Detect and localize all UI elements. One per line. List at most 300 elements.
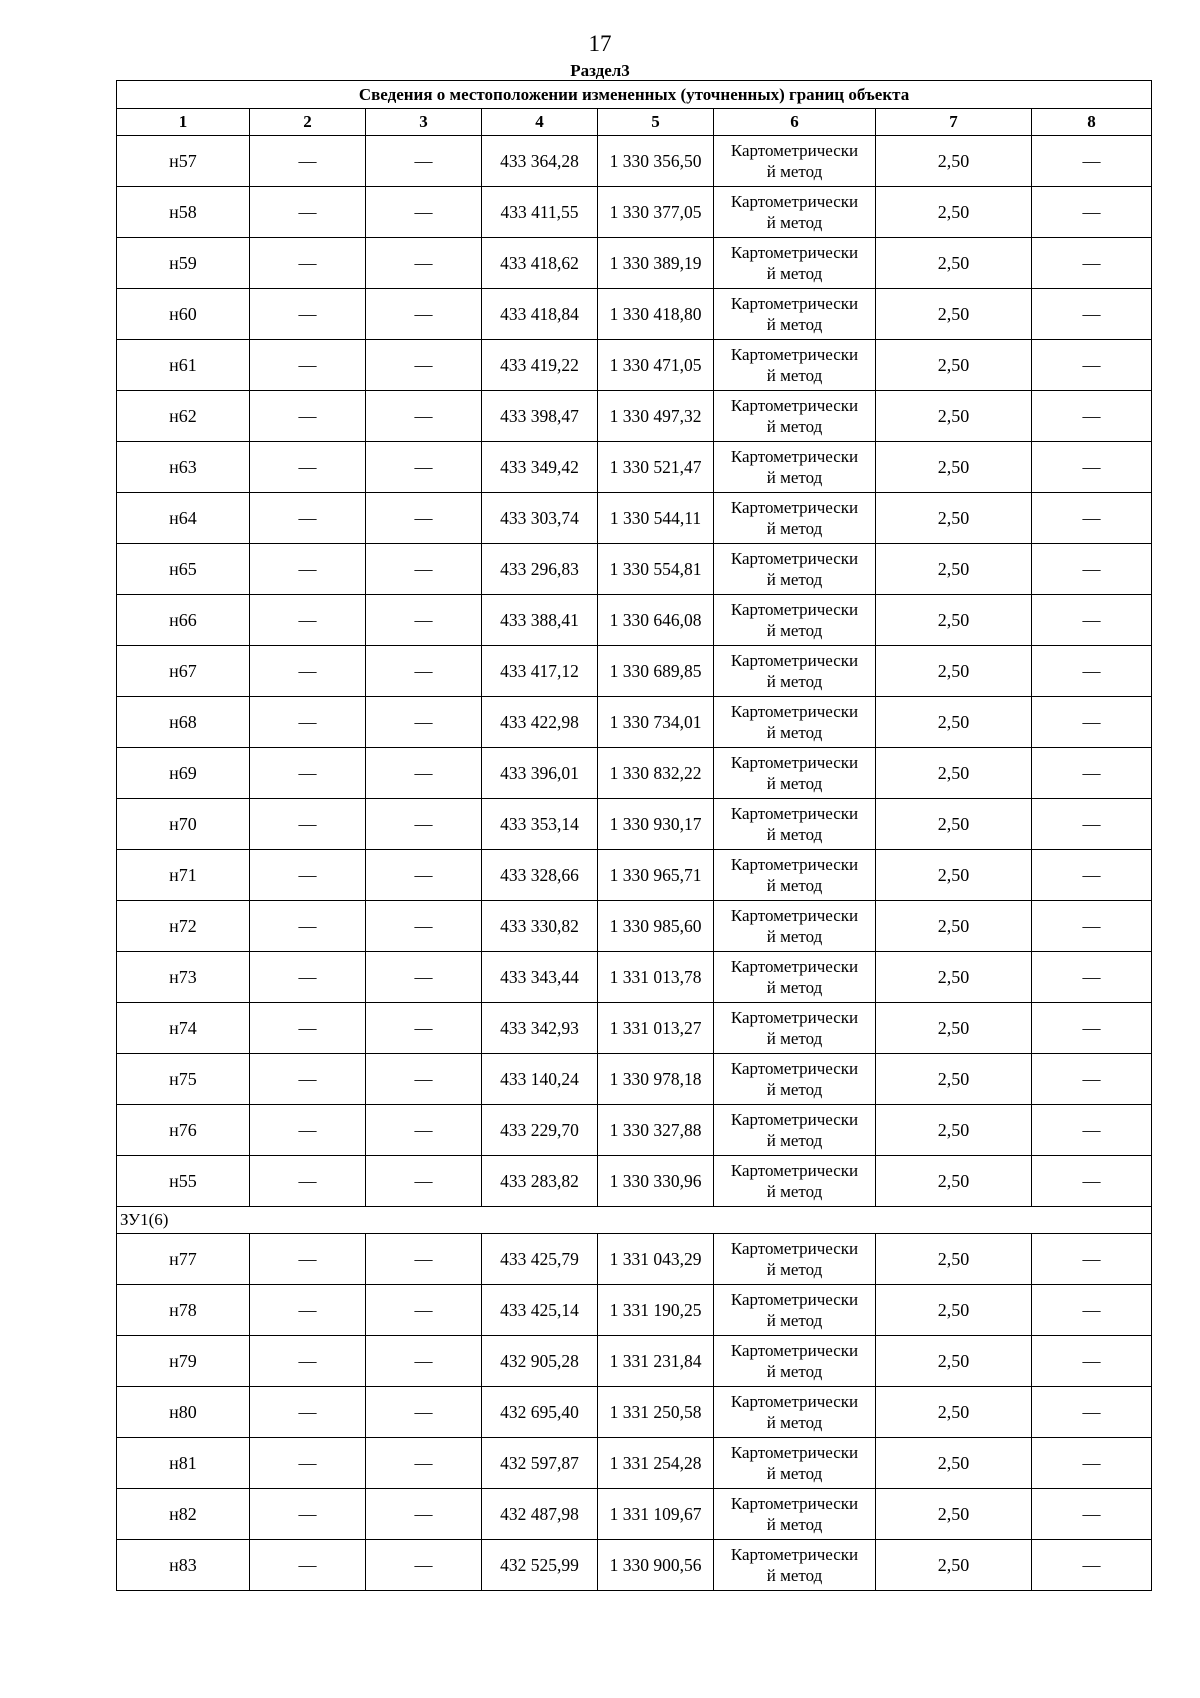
y-coordinate-cell: 1 330 646,08 <box>598 595 714 646</box>
x-coordinate-cell: 433 418,62 <box>482 238 598 289</box>
column-3-cell: — <box>366 1489 482 1540</box>
column-3-cell: — <box>366 391 482 442</box>
x-coordinate-cell: 433 425,79 <box>482 1234 598 1285</box>
column-2-cell: — <box>250 289 366 340</box>
table-row <box>117 901 1152 952</box>
method-text-line-1: Картометрически <box>730 1392 859 1411</box>
method-text-line-1: Картометрически <box>730 345 859 364</box>
column-2-cell: — <box>250 1489 366 1540</box>
method-cell <box>714 544 876 595</box>
point-cell: н62 <box>117 391 250 442</box>
column-3-cell: — <box>366 901 482 952</box>
method-text-line-2: й метод <box>766 366 823 385</box>
column-2-cell: — <box>250 544 366 595</box>
method-text-line-2: й метод <box>766 978 823 997</box>
x-coordinate-cell: 433 353,14 <box>482 799 598 850</box>
column-8-cell: — <box>1032 238 1152 289</box>
point-cell: н64 <box>117 493 250 544</box>
method-text-line-2: й метод <box>766 1131 823 1150</box>
accuracy-cell: 2,50 <box>876 544 1032 595</box>
method-cell <box>714 238 876 289</box>
method-text-line-2: й метод <box>766 1413 823 1432</box>
method-text-line-1: Картометрически <box>730 396 859 415</box>
y-coordinate-cell: 1 331 254,28 <box>598 1438 714 1489</box>
y-coordinate-cell: 1 331 231,84 <box>598 1336 714 1387</box>
point-cell: н59 <box>117 238 250 289</box>
accuracy-cell: 2,50 <box>876 952 1032 1003</box>
method-cell <box>714 340 876 391</box>
column-8-cell: — <box>1032 697 1152 748</box>
x-coordinate-cell: 433 411,55 <box>482 187 598 238</box>
method-text-line-1: Картометрически <box>730 294 859 313</box>
accuracy-cell: 2,50 <box>876 799 1032 850</box>
accuracy-cell: 2,50 <box>876 1003 1032 1054</box>
point-cell: н76 <box>117 1105 250 1156</box>
column-3-cell: — <box>366 1387 482 1438</box>
table-row <box>117 493 1152 544</box>
x-coordinate-cell: 433 396,01 <box>482 748 598 799</box>
column-number-cell: 2 <box>250 109 366 136</box>
column-8-cell: — <box>1032 1234 1152 1285</box>
point-cell: н81 <box>117 1438 250 1489</box>
column-2-cell: — <box>250 391 366 442</box>
column-8-cell: — <box>1032 1540 1152 1591</box>
accuracy-cell: 2,50 <box>876 1489 1032 1540</box>
method-text-line-2: й метод <box>766 876 823 895</box>
method-text-line-2: й метод <box>766 264 823 283</box>
method-text-line-1: Картометрически <box>730 855 859 874</box>
column-8-cell: — <box>1032 1054 1152 1105</box>
accuracy-cell: 2,50 <box>876 697 1032 748</box>
method-text-line-1: Картометрически <box>730 1341 859 1360</box>
y-coordinate-cell: 1 330 497,32 <box>598 391 714 442</box>
column-3-cell: — <box>366 1438 482 1489</box>
x-coordinate-cell: 432 695,40 <box>482 1387 598 1438</box>
column-8-cell: — <box>1032 544 1152 595</box>
x-coordinate-cell: 433 418,84 <box>482 289 598 340</box>
column-3-cell: — <box>366 493 482 544</box>
x-coordinate-cell: 433 398,47 <box>482 391 598 442</box>
accuracy-cell: 2,50 <box>876 646 1032 697</box>
group-label-row <box>117 1207 1152 1234</box>
y-coordinate-cell: 1 331 013,78 <box>598 952 714 1003</box>
accuracy-cell: 2,50 <box>876 1387 1032 1438</box>
method-cell <box>714 595 876 646</box>
point-cell: н77 <box>117 1234 250 1285</box>
x-coordinate-cell: 433 342,93 <box>482 1003 598 1054</box>
y-coordinate-cell: 1 330 900,56 <box>598 1540 714 1591</box>
accuracy-cell: 2,50 <box>876 850 1032 901</box>
method-cell <box>714 1054 876 1105</box>
section-title: Раздел3 <box>570 61 630 80</box>
x-coordinate-cell: 432 525,99 <box>482 1540 598 1591</box>
column-3-cell: — <box>366 1105 482 1156</box>
method-cell <box>714 136 876 187</box>
column-3-cell: — <box>366 850 482 901</box>
method-text-line-1: Картометрически <box>730 957 859 976</box>
method-cell <box>714 697 876 748</box>
accuracy-cell: 2,50 <box>876 136 1032 187</box>
table-row <box>117 748 1152 799</box>
accuracy-cell: 2,50 <box>876 1054 1032 1105</box>
method-text-line-1: Картометрически <box>730 702 859 721</box>
method-cell <box>714 1285 876 1336</box>
method-text-line-1: Картометрически <box>730 243 859 262</box>
column-3-cell: — <box>366 1054 482 1105</box>
accuracy-cell: 2,50 <box>876 748 1032 799</box>
method-text-line-2: й метод <box>766 570 823 589</box>
column-3-cell: — <box>366 952 482 1003</box>
column-8-cell: — <box>1032 493 1152 544</box>
column-3-cell: — <box>366 136 482 187</box>
accuracy-cell: 2,50 <box>876 442 1032 493</box>
method-cell <box>714 901 876 952</box>
column-3-cell: — <box>366 1234 482 1285</box>
column-number-cell: 4 <box>482 109 598 136</box>
table-row <box>117 1003 1152 1054</box>
method-cell <box>714 646 876 697</box>
method-text-line-2: й метод <box>766 672 823 691</box>
table-row <box>117 391 1152 442</box>
method-text-line-1: Картометрически <box>730 192 859 211</box>
column-2-cell: — <box>250 1003 366 1054</box>
accuracy-cell: 2,50 <box>876 1438 1032 1489</box>
accuracy-cell: 2,50 <box>876 1285 1032 1336</box>
accuracy-cell: 2,50 <box>876 1540 1032 1591</box>
method-text-line-2: й метод <box>766 1464 823 1483</box>
method-text-line-2: й метод <box>766 1080 823 1099</box>
column-8-cell: — <box>1032 1489 1152 1540</box>
column-2-cell: — <box>250 952 366 1003</box>
table-row <box>117 1285 1152 1336</box>
column-8-cell: — <box>1032 136 1152 187</box>
table-row <box>117 1540 1152 1591</box>
group-label: ЗУ1(6) <box>117 1207 1152 1234</box>
method-text-line-1: Картометрически <box>730 1239 859 1258</box>
method-cell <box>714 1156 876 1207</box>
table-row <box>117 1387 1152 1438</box>
column-8-cell: — <box>1032 850 1152 901</box>
point-cell: н66 <box>117 595 250 646</box>
method-cell <box>714 442 876 493</box>
y-coordinate-cell: 1 331 013,27 <box>598 1003 714 1054</box>
method-text-line-1: Картометрически <box>730 1059 859 1078</box>
method-text-line-1: Картометрически <box>730 1443 859 1462</box>
column-number-cell: 6 <box>714 109 876 136</box>
method-text-line-1: Картометрически <box>730 141 859 160</box>
column-2-cell: — <box>250 340 366 391</box>
column-8-cell: — <box>1032 1438 1152 1489</box>
column-number-cell: 3 <box>366 109 482 136</box>
method-cell <box>714 391 876 442</box>
column-2-cell: — <box>250 493 366 544</box>
y-coordinate-cell: 1 330 734,01 <box>598 697 714 748</box>
x-coordinate-cell: 433 283,82 <box>482 1156 598 1207</box>
table-row <box>117 646 1152 697</box>
accuracy-cell: 2,50 <box>876 391 1032 442</box>
column-2-cell: — <box>250 1054 366 1105</box>
column-8-cell: — <box>1032 187 1152 238</box>
column-3-cell: — <box>366 1003 482 1054</box>
method-text-line-1: Картометрически <box>730 753 859 772</box>
method-text-line-1: Картометрически <box>730 1545 859 1564</box>
column-8-cell: — <box>1032 952 1152 1003</box>
column-2-cell: — <box>250 1234 366 1285</box>
method-cell <box>714 1336 876 1387</box>
column-3-cell: — <box>366 442 482 493</box>
method-cell <box>714 748 876 799</box>
point-cell: н83 <box>117 1540 250 1591</box>
point-cell: н55 <box>117 1156 250 1207</box>
method-cell <box>714 1003 876 1054</box>
y-coordinate-cell: 1 330 327,88 <box>598 1105 714 1156</box>
column-3-cell: — <box>366 1156 482 1207</box>
accuracy-cell: 2,50 <box>876 340 1032 391</box>
method-cell <box>714 187 876 238</box>
accuracy-cell: 2,50 <box>876 289 1032 340</box>
accuracy-cell: 2,50 <box>876 238 1032 289</box>
column-8-cell: — <box>1032 646 1152 697</box>
accuracy-cell: 2,50 <box>876 901 1032 952</box>
table-row <box>117 595 1152 646</box>
y-coordinate-cell: 1 330 330,96 <box>598 1156 714 1207</box>
table-row <box>117 1234 1152 1285</box>
coordinates-table <box>116 80 1152 1591</box>
column-3-cell: — <box>366 1285 482 1336</box>
method-text-line-2: й метод <box>766 1566 823 1585</box>
column-2-cell: — <box>250 1540 366 1591</box>
method-text-line-2: й метод <box>766 774 823 793</box>
method-cell <box>714 850 876 901</box>
column-number-cell: 8 <box>1032 109 1152 136</box>
x-coordinate-cell: 433 388,41 <box>482 595 598 646</box>
point-cell: н70 <box>117 799 250 850</box>
method-cell <box>714 799 876 850</box>
point-cell: н58 <box>117 187 250 238</box>
column-3-cell: — <box>366 544 482 595</box>
x-coordinate-cell: 433 330,82 <box>482 901 598 952</box>
accuracy-cell: 2,50 <box>876 1105 1032 1156</box>
column-2-cell: — <box>250 136 366 187</box>
method-cell <box>714 1105 876 1156</box>
method-text-line-2: й метод <box>766 162 823 181</box>
x-coordinate-cell: 433 296,83 <box>482 544 598 595</box>
y-coordinate-cell: 1 331 190,25 <box>598 1285 714 1336</box>
table-row <box>117 238 1152 289</box>
point-cell: н72 <box>117 901 250 952</box>
method-text-line-1: Картометрически <box>730 549 859 568</box>
column-8-cell: — <box>1032 901 1152 952</box>
column-3-cell: — <box>366 748 482 799</box>
accuracy-cell: 2,50 <box>876 1156 1032 1207</box>
point-cell: н61 <box>117 340 250 391</box>
point-cell: н68 <box>117 697 250 748</box>
column-2-cell: — <box>250 238 366 289</box>
y-coordinate-cell: 1 330 544,11 <box>598 493 714 544</box>
table-caption-row <box>117 81 1152 109</box>
point-cell: н74 <box>117 1003 250 1054</box>
method-text-line-1: Картометрически <box>730 804 859 823</box>
method-cell <box>714 493 876 544</box>
method-text-line-1: Картометрически <box>730 1110 859 1129</box>
column-number-cell: 7 <box>876 109 1032 136</box>
method-text-line-2: й метод <box>766 315 823 334</box>
column-8-cell: — <box>1032 799 1152 850</box>
y-coordinate-cell: 1 330 521,47 <box>598 442 714 493</box>
y-coordinate-cell: 1 331 043,29 <box>598 1234 714 1285</box>
table-row <box>117 136 1152 187</box>
column-2-cell: — <box>250 850 366 901</box>
column-3-cell: — <box>366 697 482 748</box>
x-coordinate-cell: 433 425,14 <box>482 1285 598 1336</box>
column-3-cell: — <box>366 1540 482 1591</box>
column-2-cell: — <box>250 697 366 748</box>
method-text-line-1: Картометрически <box>730 447 859 466</box>
point-cell: н57 <box>117 136 250 187</box>
x-coordinate-cell: 433 229,70 <box>482 1105 598 1156</box>
table-row <box>117 442 1152 493</box>
method-text-line-2: й метод <box>766 1182 823 1201</box>
column-2-cell: — <box>250 1285 366 1336</box>
method-text-line-2: й метод <box>766 1362 823 1381</box>
table-row <box>117 799 1152 850</box>
table-row <box>117 850 1152 901</box>
y-coordinate-cell: 1 331 109,67 <box>598 1489 714 1540</box>
y-coordinate-cell: 1 330 689,85 <box>598 646 714 697</box>
method-text-line-1: Картометрически <box>730 1290 859 1309</box>
column-3-cell: — <box>366 1336 482 1387</box>
column-2-cell: — <box>250 799 366 850</box>
x-coordinate-cell: 433 422,98 <box>482 697 598 748</box>
page-number: 17 <box>588 31 612 56</box>
table-row <box>117 952 1152 1003</box>
column-2-cell: — <box>250 646 366 697</box>
point-cell: н71 <box>117 850 250 901</box>
x-coordinate-cell: 433 419,22 <box>482 340 598 391</box>
method-text-line-1: Картометрически <box>730 1494 859 1513</box>
table-row <box>117 1489 1152 1540</box>
table-row <box>117 187 1152 238</box>
column-2-cell: — <box>250 1105 366 1156</box>
point-cell: н80 <box>117 1387 250 1438</box>
method-text-line-2: й метод <box>766 723 823 742</box>
method-cell <box>714 1489 876 1540</box>
y-coordinate-cell: 1 330 978,18 <box>598 1054 714 1105</box>
accuracy-cell: 2,50 <box>876 1336 1032 1387</box>
table-row <box>117 1156 1152 1207</box>
column-3-cell: — <box>366 799 482 850</box>
method-text-line-2: й метод <box>766 213 823 232</box>
method-text-line-1: Картометрически <box>730 906 859 925</box>
table-row <box>117 544 1152 595</box>
column-8-cell: — <box>1032 1156 1152 1207</box>
column-8-cell: — <box>1032 595 1152 646</box>
method-text-line-2: й метод <box>766 1029 823 1048</box>
point-cell: н67 <box>117 646 250 697</box>
column-2-cell: — <box>250 748 366 799</box>
point-cell: н65 <box>117 544 250 595</box>
method-cell <box>714 952 876 1003</box>
method-text-line-2: й метод <box>766 1260 823 1279</box>
accuracy-cell: 2,50 <box>876 493 1032 544</box>
accuracy-cell: 2,50 <box>876 187 1032 238</box>
point-cell: н75 <box>117 1054 250 1105</box>
column-number-cell: 5 <box>598 109 714 136</box>
point-cell: н60 <box>117 289 250 340</box>
x-coordinate-cell: 433 140,24 <box>482 1054 598 1105</box>
y-coordinate-cell: 1 330 377,05 <box>598 187 714 238</box>
column-8-cell: — <box>1032 1387 1152 1438</box>
y-coordinate-cell: 1 330 389,19 <box>598 238 714 289</box>
method-text-line-1: Картометрически <box>730 498 859 517</box>
table-row <box>117 1438 1152 1489</box>
column-8-cell: — <box>1032 391 1152 442</box>
column-2-cell: — <box>250 1156 366 1207</box>
method-text-line-2: й метод <box>766 1311 823 1330</box>
x-coordinate-cell: 432 487,98 <box>482 1489 598 1540</box>
accuracy-cell: 2,50 <box>876 595 1032 646</box>
method-text-line-1: Картометрически <box>730 1008 859 1027</box>
method-text-line-2: й метод <box>766 1515 823 1534</box>
column-3-cell: — <box>366 289 482 340</box>
column-3-cell: — <box>366 187 482 238</box>
x-coordinate-cell: 433 417,12 <box>482 646 598 697</box>
method-text-line-1: Картометрически <box>730 600 859 619</box>
column-number-row <box>117 109 1152 136</box>
table-row <box>117 1105 1152 1156</box>
point-cell: н63 <box>117 442 250 493</box>
x-coordinate-cell: 433 349,42 <box>482 442 598 493</box>
y-coordinate-cell: 1 330 418,80 <box>598 289 714 340</box>
column-8-cell: — <box>1032 1105 1152 1156</box>
column-2-cell: — <box>250 595 366 646</box>
method-text-line-2: й метод <box>766 825 823 844</box>
method-text-line-2: й метод <box>766 468 823 487</box>
column-3-cell: — <box>366 595 482 646</box>
y-coordinate-cell: 1 330 930,17 <box>598 799 714 850</box>
y-coordinate-cell: 1 330 471,05 <box>598 340 714 391</box>
method-text-line-1: Картометрически <box>730 1161 859 1180</box>
y-coordinate-cell: 1 330 985,60 <box>598 901 714 952</box>
y-coordinate-cell: 1 330 965,71 <box>598 850 714 901</box>
table-caption: Сведения о местоположении измененных (уточненных) границ объекта <box>117 81 1152 109</box>
column-2-cell: — <box>250 1387 366 1438</box>
column-8-cell: — <box>1032 1003 1152 1054</box>
table-row <box>117 1054 1152 1105</box>
column-8-cell: — <box>1032 1336 1152 1387</box>
column-8-cell: — <box>1032 748 1152 799</box>
method-cell <box>714 289 876 340</box>
table-row <box>117 697 1152 748</box>
point-cell: н79 <box>117 1336 250 1387</box>
column-2-cell: — <box>250 1336 366 1387</box>
column-3-cell: — <box>366 646 482 697</box>
column-3-cell: — <box>366 238 482 289</box>
column-8-cell: — <box>1032 340 1152 391</box>
column-8-cell: — <box>1032 1285 1152 1336</box>
point-cell: н82 <box>117 1489 250 1540</box>
method-text-line-1: Картометрически <box>730 651 859 670</box>
method-text-line-2: й метод <box>766 417 823 436</box>
column-number-cell: 1 <box>117 109 250 136</box>
method-text-line-2: й метод <box>766 621 823 640</box>
x-coordinate-cell: 432 597,87 <box>482 1438 598 1489</box>
point-cell: н69 <box>117 748 250 799</box>
x-coordinate-cell: 433 343,44 <box>482 952 598 1003</box>
method-cell <box>714 1438 876 1489</box>
method-cell <box>714 1234 876 1285</box>
accuracy-cell: 2,50 <box>876 1234 1032 1285</box>
